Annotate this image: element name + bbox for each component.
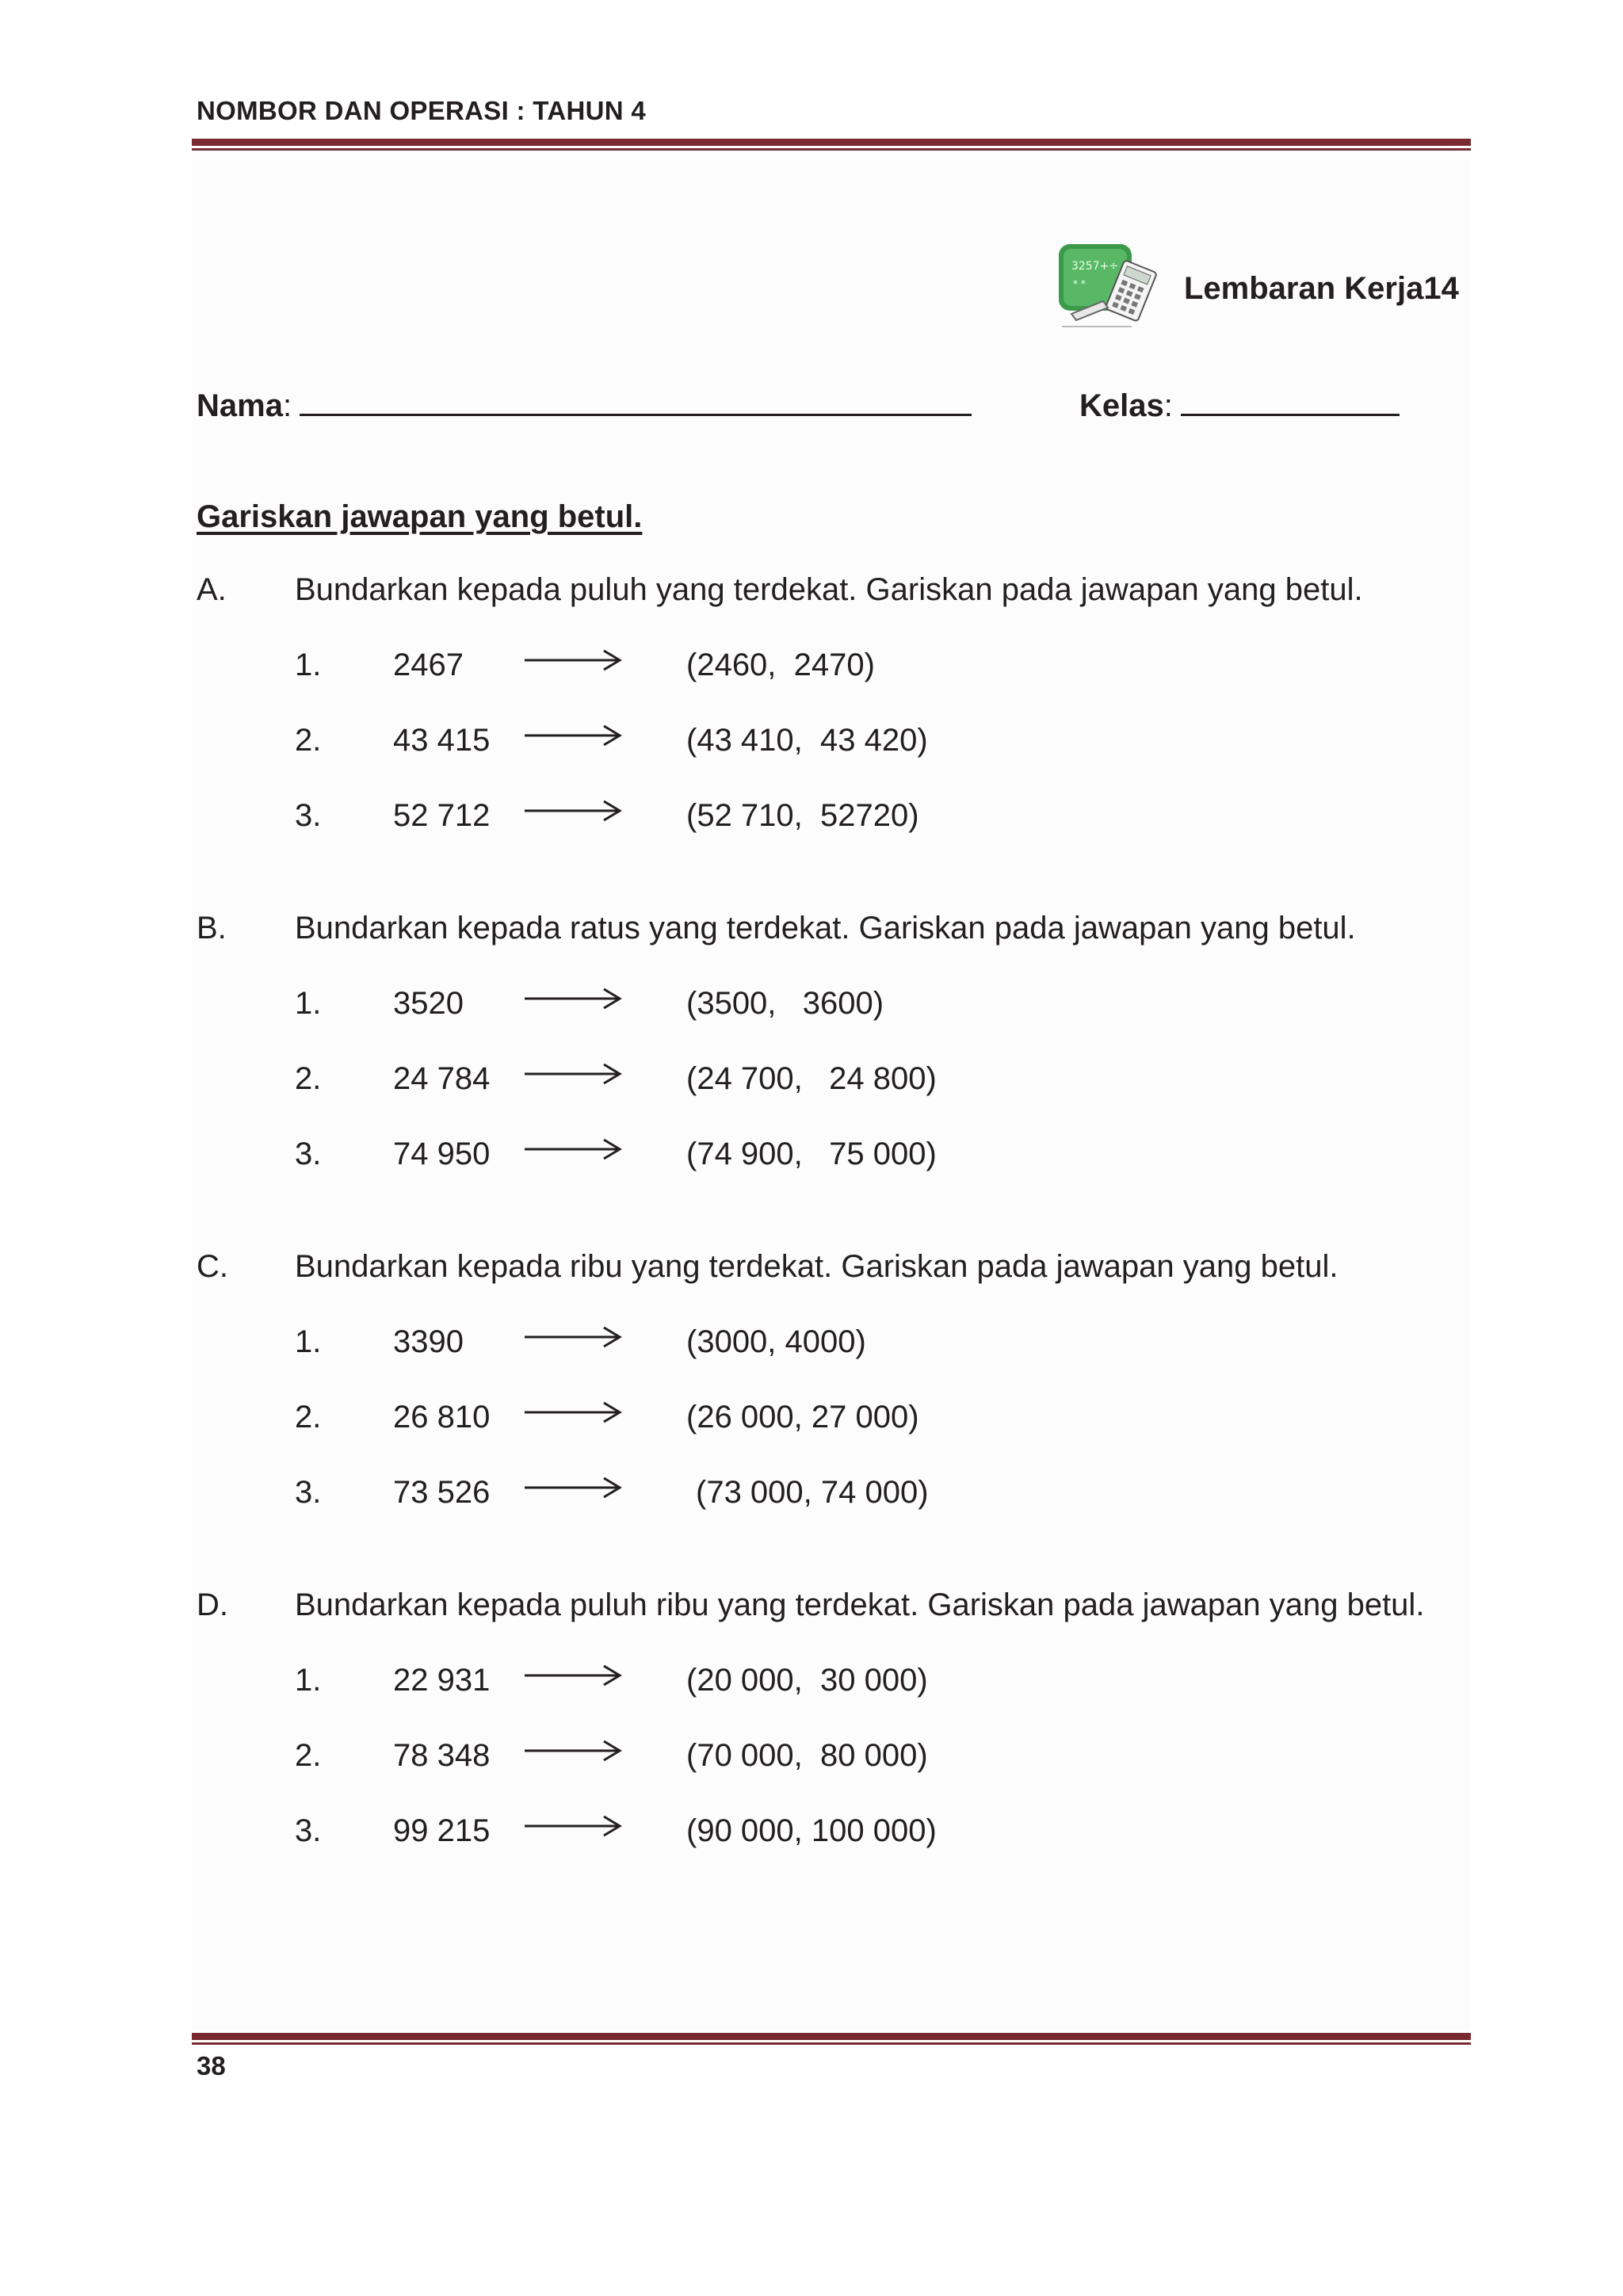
- item-value: 78 348: [393, 1738, 491, 1773]
- arrow-right-icon: [523, 1133, 623, 1165]
- item-number: 3.: [295, 1813, 322, 1848]
- item-value: 24 784: [393, 1061, 491, 1096]
- page-header: NOMBOR DAN OPERASI : TAHUN 4: [197, 96, 646, 125]
- arrow-right-icon: [523, 983, 623, 1014]
- arrow-right-icon: [523, 1321, 623, 1353]
- item-value: 43 415: [393, 723, 491, 758]
- question-item: [0, 1738, 1623, 1778]
- answer-choices[interactable]: (70 000, 80 000): [686, 1738, 928, 1773]
- instruction: Gariskan jawapan yang betul.: [197, 499, 643, 534]
- item-value: 2467: [393, 648, 464, 682]
- class-colon: :: [1163, 388, 1173, 423]
- page-number: 38: [197, 2051, 226, 2080]
- answer-choices[interactable]: (3500, 3600): [686, 986, 884, 1021]
- item-number: 2.: [295, 723, 322, 758]
- section-letter: A.: [197, 572, 227, 607]
- name-blank[interactable]: [300, 382, 972, 416]
- item-number: 1.: [295, 1324, 322, 1359]
- answer-choices[interactable]: (43 410, 43 420): [686, 723, 928, 758]
- question-item: [0, 798, 1623, 838]
- worksheet-title: Lembaran Kerja14: [1184, 271, 1459, 306]
- arrow-right-icon: [523, 1058, 623, 1090]
- arrow-right-icon: [523, 720, 623, 751]
- class-field: [1079, 382, 1400, 424]
- name-colon: :: [282, 388, 292, 423]
- item-number: 3.: [295, 798, 322, 833]
- answer-choices[interactable]: (20 000, 30 000): [686, 1663, 928, 1698]
- answer-choices[interactable]: (2460, 2470): [686, 648, 875, 682]
- section-text: Bundarkan kepada puluh ribu yang terdekat. Gariskan pada jawapan yang betul.: [295, 1587, 1425, 1622]
- answer-choices[interactable]: (73 000, 74 000): [696, 1475, 929, 1510]
- item-value: 3520: [393, 986, 464, 1021]
- item-number: 1.: [295, 648, 322, 682]
- item-number: 1.: [295, 986, 322, 1021]
- question-item: [0, 1663, 1623, 1702]
- arrow-right-icon: [523, 1660, 623, 1691]
- question-item: [0, 723, 1623, 762]
- question-item: [0, 1475, 1623, 1515]
- question-item: [0, 1813, 1623, 1853]
- answer-choices[interactable]: (24 700, 24 800): [686, 1061, 937, 1096]
- question-item: [0, 648, 1623, 687]
- arrow-right-icon: [523, 1735, 623, 1767]
- arrow-right-icon: [523, 1396, 623, 1428]
- item-value: 3390: [393, 1324, 464, 1359]
- question-item: [0, 1400, 1623, 1439]
- question-item: [0, 1061, 1623, 1101]
- section-text: Bundarkan kepada ratus yang terdekat. Gariskan pada jawapan yang betul.: [295, 911, 1356, 946]
- item-number: 2.: [295, 1738, 322, 1773]
- section-text: Bundarkan kepada puluh yang terdekat. Gariskan pada jawapan yang betul.: [295, 572, 1363, 607]
- item-number: 2.: [295, 1061, 322, 1096]
- question-item: [0, 1324, 1623, 1364]
- item-number: 3.: [295, 1475, 322, 1510]
- question-item: [0, 986, 1623, 1026]
- answer-choices[interactable]: (26 000, 27 000): [686, 1400, 919, 1435]
- item-number: 3.: [295, 1137, 322, 1171]
- section-letter: C.: [197, 1249, 228, 1284]
- logo-text: 3257+÷: [1071, 260, 1119, 273]
- section-letter: B.: [197, 911, 227, 946]
- item-value: 99 215: [393, 1813, 491, 1848]
- answer-choices[interactable]: (90 000, 100 000): [686, 1813, 937, 1848]
- arrow-right-icon: [523, 644, 623, 676]
- arrow-right-icon: [523, 1472, 623, 1503]
- section-text: Bundarkan kepada ribu yang terdekat. Gariskan pada jawapan yang betul.: [295, 1249, 1338, 1284]
- name-label: Nama: [197, 388, 283, 423]
- footer-rule: [192, 2033, 1471, 2046]
- class-label: Kelas: [1079, 388, 1164, 423]
- item-value: 26 810: [393, 1400, 491, 1435]
- class-blank[interactable]: [1181, 382, 1400, 416]
- answer-choices[interactable]: (74 900, 75 000): [686, 1137, 937, 1171]
- arrow-right-icon: [523, 795, 623, 827]
- answer-choices[interactable]: (52 710, 52720): [686, 798, 919, 833]
- question-item: [0, 1137, 1623, 1176]
- section-letter: D.: [197, 1587, 228, 1622]
- name-field: [197, 382, 972, 424]
- item-value: 52 712: [393, 798, 491, 833]
- item-number: 2.: [295, 1400, 322, 1435]
- answer-choices[interactable]: (3000, 4000): [686, 1324, 866, 1359]
- item-number: 1.: [295, 1663, 322, 1698]
- svg-text:* *: * *: [1073, 278, 1086, 289]
- calculator-logo-icon: [1056, 238, 1167, 333]
- item-value: 73 526: [393, 1475, 491, 1510]
- item-value: 22 931: [393, 1663, 491, 1698]
- arrow-right-icon: [523, 1810, 623, 1842]
- header-rule: [192, 139, 1471, 151]
- item-value: 74 950: [393, 1137, 491, 1171]
